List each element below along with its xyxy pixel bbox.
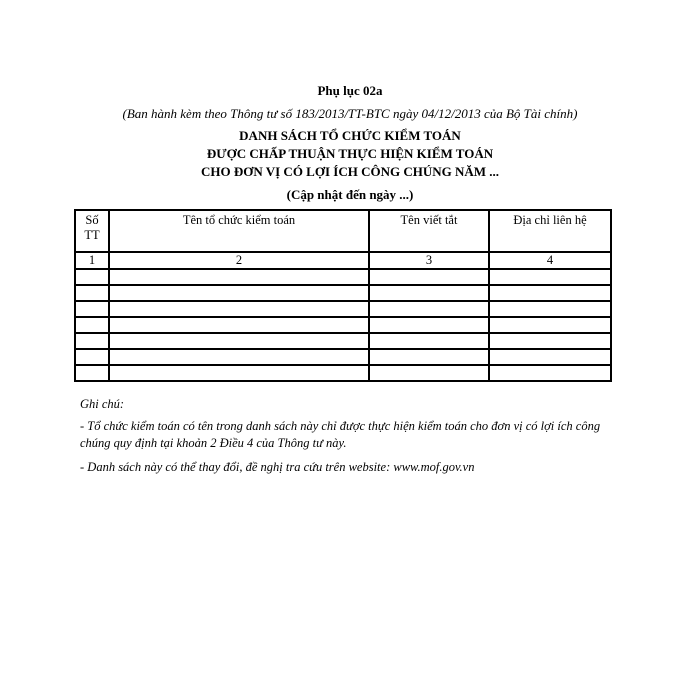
table-row bbox=[75, 269, 611, 285]
note-item-1: - Tổ chức kiểm toán có tên trong danh sách này chỉ được thực hiện kiểm toán cho đơn vị có lợi ích công chúng quy định tại khoản 2 Điều 4 của Thông tư này. bbox=[80, 419, 601, 450]
column-number: 2 bbox=[109, 252, 369, 269]
header-no-line-1: Số bbox=[85, 213, 99, 227]
column-number-row bbox=[75, 252, 611, 269]
table-cell bbox=[109, 349, 369, 365]
table-cell bbox=[109, 317, 369, 333]
table-cell bbox=[109, 285, 369, 301]
column-number: 3 bbox=[369, 252, 489, 269]
table-header-row bbox=[75, 210, 611, 252]
header-contact-address: Địa chỉ liên hệ bbox=[489, 210, 611, 252]
table-cell bbox=[489, 285, 611, 301]
table-cell bbox=[109, 365, 369, 381]
appendix-label: Phụ lục 02a bbox=[317, 83, 383, 98]
table-row bbox=[75, 317, 611, 333]
table-cell bbox=[489, 365, 611, 381]
table-cell bbox=[75, 333, 109, 349]
note-item-2: - Danh sách này có thể thay đổi, đề nghị tra cứu trên website: www.mof.gov.vn bbox=[80, 460, 475, 474]
table-cell bbox=[489, 317, 611, 333]
document-title-line-1: DANH SÁCH TỔ CHỨC KIỂM TOÁN bbox=[239, 128, 461, 143]
table-cell bbox=[369, 285, 489, 301]
table-cell bbox=[75, 301, 109, 317]
table-cell bbox=[369, 365, 489, 381]
table-cell bbox=[369, 333, 489, 349]
document-title-line-3: CHO ĐƠN VỊ CÓ LỢI ÍCH CÔNG CHÚNG NĂM ... bbox=[200, 164, 500, 179]
notes-title: Ghi chú: bbox=[80, 397, 125, 411]
issued-by-note: (Ban hành kèm theo Thông tư số 183/2013/TT-BTC ngày 04/12/2013 của Bộ Tài chính) bbox=[122, 106, 578, 121]
header-auditor-name: Tên tổ chức kiểm toán bbox=[109, 210, 369, 252]
table-cell bbox=[75, 365, 109, 381]
table-cell bbox=[75, 269, 109, 285]
table-cell bbox=[369, 301, 489, 317]
table-cell bbox=[369, 349, 489, 365]
table-cell bbox=[369, 317, 489, 333]
table-cell bbox=[369, 269, 489, 285]
updated-date-note: (Cập nhật đến ngày ...) bbox=[286, 187, 414, 202]
table-cell bbox=[75, 349, 109, 365]
column-number: 4 bbox=[489, 252, 611, 269]
auditor-list-table bbox=[74, 209, 612, 382]
header-no bbox=[75, 210, 109, 252]
column-number: 1 bbox=[75, 252, 109, 269]
table-cell bbox=[489, 269, 611, 285]
table-cell bbox=[109, 301, 369, 317]
table-row bbox=[75, 285, 611, 301]
table-cell bbox=[75, 285, 109, 301]
table-row bbox=[75, 365, 611, 381]
table-cell bbox=[489, 349, 611, 365]
document-title-line-2: ĐƯỢC CHẤP THUẬN THỰC HIỆN KIỂM TOÁN bbox=[206, 146, 494, 161]
header-abbreviation: Tên viết tắt bbox=[369, 210, 489, 252]
table-row bbox=[75, 301, 611, 317]
table-cell bbox=[75, 317, 109, 333]
table-cell bbox=[109, 269, 369, 285]
table-row bbox=[75, 333, 611, 349]
table-row bbox=[75, 349, 611, 365]
table-cell bbox=[489, 333, 611, 349]
table-cell bbox=[489, 301, 611, 317]
table-cell bbox=[109, 333, 369, 349]
header-no-line-2: TT bbox=[84, 228, 100, 242]
